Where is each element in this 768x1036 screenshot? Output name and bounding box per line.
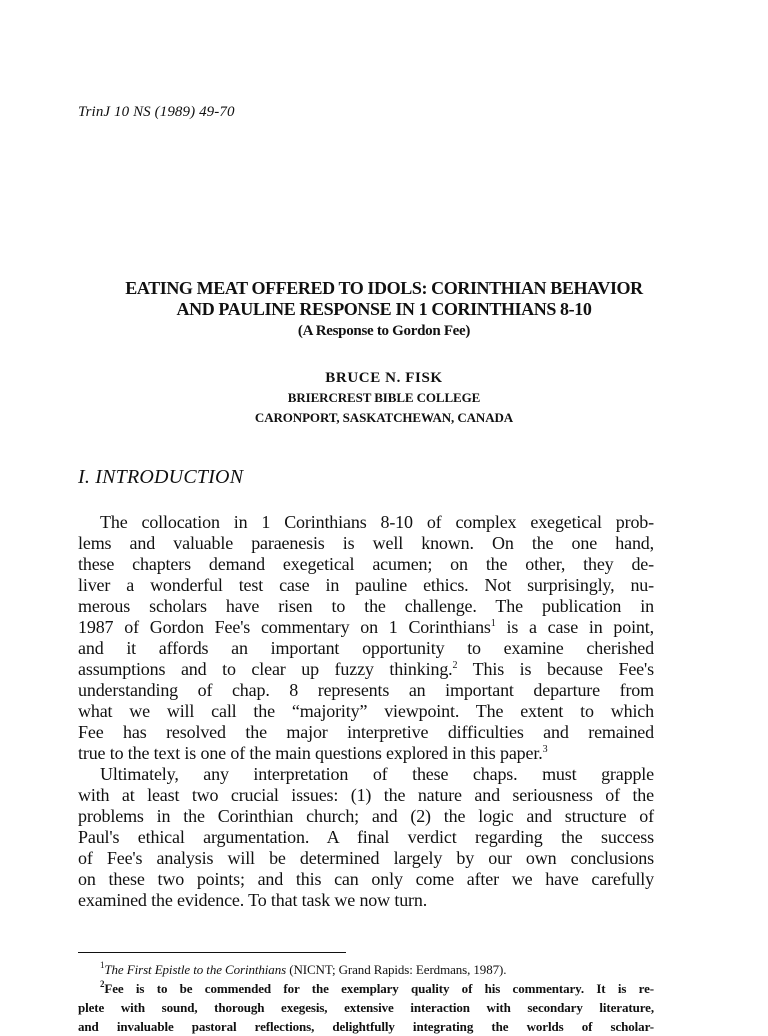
footnote-1-title: The First Epistle to the Corinthians [104, 962, 287, 977]
body-line-with-footnote [78, 617, 654, 638]
body-text [78, 512, 654, 911]
footnotes [78, 960, 654, 1036]
journal-citation: TrinJ 10 NS (1989) 49-70 [78, 104, 235, 120]
body-line: Ultimately, any interpretation of these chaps. must grapple [100, 764, 654, 784]
footnote-2-line-3: and invaluable pastoral reflections, delightfully integrating the worlds of scholar- [78, 1019, 654, 1034]
body-line: Fee has resolved the major interpretive difficulties and remained [78, 722, 654, 742]
body-line: these chapters demand exegetical acumen; on the other, they de- [78, 554, 654, 574]
body-line: The collocation in 1 Corinthians 8-10 of complex exegetical prob- [100, 512, 654, 532]
body-line: understanding of chap. 8 represents an important departure from [78, 680, 654, 700]
author-affiliation-line-2: CARONPORT, SASKATCHEWAN, CANADA [254, 410, 514, 425]
section-heading: I. INTRODUCTION [78, 466, 244, 488]
body-line: merous scholars have risen to the challenge. The publication in [78, 596, 654, 616]
article-subtitle: (A Response to Gordon Fee) [297, 323, 471, 339]
body-line: Paul's ethical argumentation. A final verdict regarding the success [78, 827, 654, 847]
body-line: problems in the Corinthian church; and (2) the logic and structure of [78, 806, 654, 826]
body-line: and it affords an important opportunity to examine cherished [78, 638, 654, 658]
footnote-mark[interactable]: 1 [490, 618, 496, 629]
body-line: on these two points; and this can only come after we have carefully [78, 869, 654, 889]
footnote-mark[interactable]: 3 [542, 744, 548, 755]
footnote-1-mark: 1 [100, 960, 105, 970]
article-title-block [40, 278, 728, 342]
author-block [40, 368, 728, 428]
body-text-segment: 1987 of Gordon Fee's commentary on 1 Corinthians [78, 617, 491, 637]
footnote-2-mark: 2 [100, 979, 105, 989]
author-affiliation-line-1: BRIERCREST BIBLE COLLEGE [287, 390, 481, 405]
body-line-with-footnote [78, 659, 654, 680]
body-text-segment: is a case in point, [495, 617, 654, 637]
footnote-mark[interactable]: 2 [452, 660, 458, 671]
body-line: liver a wonderful test case in pauline ethics. Not surprisingly, nu- [78, 575, 654, 595]
body-line-with-footnote [78, 743, 654, 764]
footnote-1 [78, 960, 654, 979]
footnote-2-line-1 [78, 979, 654, 998]
body-line: lems and valuable paraenesis is well known. On the one hand, [78, 533, 654, 553]
article-title-line-2: AND PAULINE RESPONSE IN 1 CORINTHIANS 8-10 [176, 299, 592, 319]
body-line: examined the evidence. To that task we now turn. [78, 890, 428, 910]
body-text-segment: This is because Fee's [457, 659, 654, 679]
body-line: with at least two crucial issues: (1) the nature and seriousness of the [78, 785, 654, 805]
footnote-2-text: Fee is to be commended for the exemplary quality of his commentary. It is re- [104, 981, 654, 996]
author-name: BRUCE N. FISK [325, 370, 443, 386]
body-line: of Fee's analysis will be determined largely by our own conclusions [78, 848, 654, 868]
footnote-divider [78, 952, 346, 953]
body-line: what we will call the “majority” viewpoint. The extent to which [78, 701, 654, 721]
body-text-segment: assumptions and to clear up fuzzy thinking. [78, 659, 453, 679]
footnote-1-text: (NICNT; Grand Rapids: Eerdmans, 1987). [286, 962, 507, 977]
article-title-line-1: EATING MEAT OFFERED TO IDOLS: CORINTHIAN BEHAVIOR [125, 278, 643, 298]
body-text-segment: true to the text is one of the main questions explored in this paper. [78, 743, 543, 763]
footnote-2-line-2: plete with sound, thorough exegesis, extensive interaction with secondary literature, [78, 1000, 654, 1015]
